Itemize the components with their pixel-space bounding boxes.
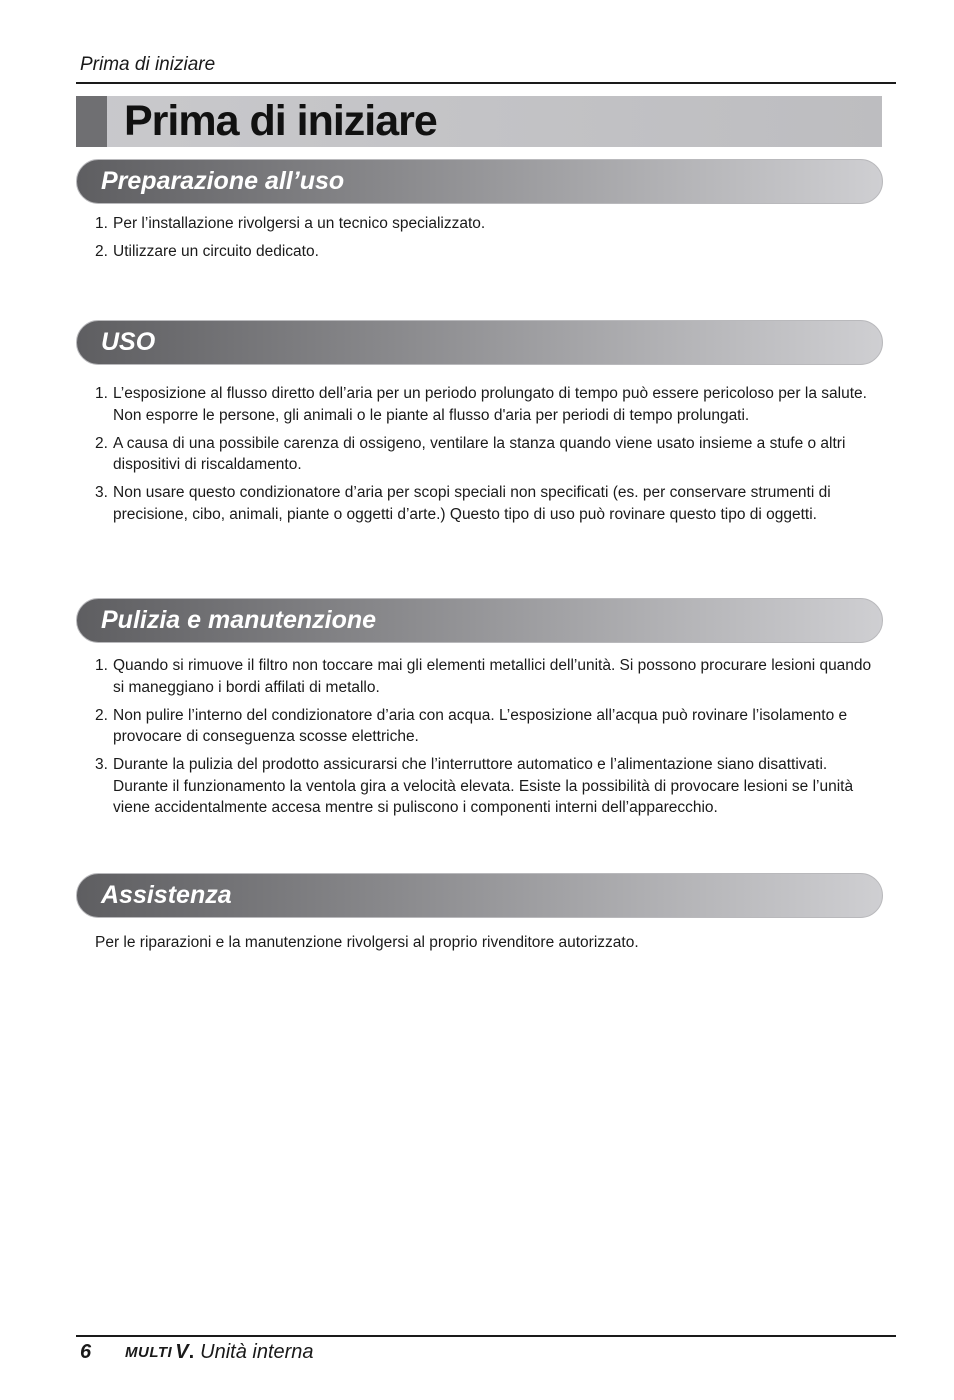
list-item-text: Non usare questo condizionatore d’aria per scopi speciali non specificati (es. per conservare strumenti di precisione, cibo, animali, piante o oggetti d’arte.) Questo tipo di uso può rovinare questo tipo di oggetti. xyxy=(113,484,831,523)
list-uso xyxy=(95,383,885,532)
list-item-number: 1. xyxy=(95,657,108,674)
section-header-assistenza xyxy=(76,873,883,918)
list-preparazione xyxy=(95,213,885,269)
section-header-pulizia xyxy=(76,598,883,643)
title-bar xyxy=(76,96,882,147)
list-item xyxy=(95,754,885,819)
list-item-number: 2. xyxy=(95,434,108,452)
list-item-number: 2. xyxy=(95,243,108,260)
section-title: Assistenza xyxy=(101,881,232,909)
section-title: USO xyxy=(101,328,156,356)
list-item-number: 1. xyxy=(95,385,108,402)
list-item xyxy=(95,705,885,748)
list-item xyxy=(95,655,885,698)
title-accent-block xyxy=(76,96,107,147)
list-item xyxy=(95,383,885,426)
list-item xyxy=(95,433,885,476)
assistenza-paragraph: Per le riparazioni e la manutenzione rivolgersi al proprio rivenditore autorizzato. xyxy=(95,934,639,951)
brand-logo-text: MULTI xyxy=(125,1343,173,1361)
section-header-uso xyxy=(76,320,883,365)
list-item-number: 2. xyxy=(95,706,108,724)
list-item-number: 1. xyxy=(95,215,108,232)
footer-label: Unità interna xyxy=(200,1340,314,1363)
running-head: Prima di iniziare xyxy=(80,54,216,75)
list-item xyxy=(95,241,885,263)
top-rule xyxy=(76,82,896,84)
section-header-preparazione xyxy=(76,159,883,204)
page-number: 6 xyxy=(80,1340,92,1363)
list-item-text: Non pulire l’interno del condizionatore d’aria con acqua. L’esposizione all’acqua può rovinare l’isolamento e provocare di conseguenza scosse elettriche. xyxy=(113,706,848,745)
bottom-rule xyxy=(76,1335,896,1337)
list-item-text: L’esposizione al flusso diretto dell’aria per un periodo prolungato di tempo può essere pericoloso per la salute. Non esporre le persone, gli animali o le piante al flusso d'aria per periodi di tempo prolungati. xyxy=(113,385,867,424)
section-title: Pulizia e manutenzione xyxy=(101,606,377,634)
page-title: Prima di iniziare xyxy=(124,97,437,145)
list-item xyxy=(95,213,885,235)
list-item-text: Quando si rimuove il filtro non toccare mai gli elementi metallici dell’unità. Si possono procurare lesioni quando si maneggiano i bordi affilati di metallo. xyxy=(113,657,872,696)
list-pulizia xyxy=(95,655,885,825)
list-item xyxy=(95,482,885,525)
list-item-text: Utilizzare un circuito dedicato. xyxy=(113,243,319,260)
list-item-number: 3. xyxy=(95,756,108,773)
page-footer xyxy=(80,1338,314,1366)
brand-logo-v: V xyxy=(175,1340,189,1363)
list-item-number: 3. xyxy=(95,484,108,501)
list-item-text: A causa di una possibile carenza di ossigeno, ventilare la stanza quando viene usato insieme a stufe o altri dispositivi di riscaldamento. xyxy=(113,434,846,473)
section-title: Preparazione all’uso xyxy=(101,167,345,195)
list-item-text: Per l’installazione rivolgersi a un tecnico specializzato. xyxy=(113,215,486,232)
list-item-text: Durante la pulizia del prodotto assicurarsi che l’interruttore automatico e l’alimentazione siano disattivati. Durante il funzionamento la ventola gira a velocità elevata. Esiste la possibilità di provocare lesioni se l’unità viene accidentalmente accesa mentre si puliscono i componenti interni dell’apparecchio. xyxy=(113,756,854,816)
brand-logo-dot: . xyxy=(188,1340,195,1363)
